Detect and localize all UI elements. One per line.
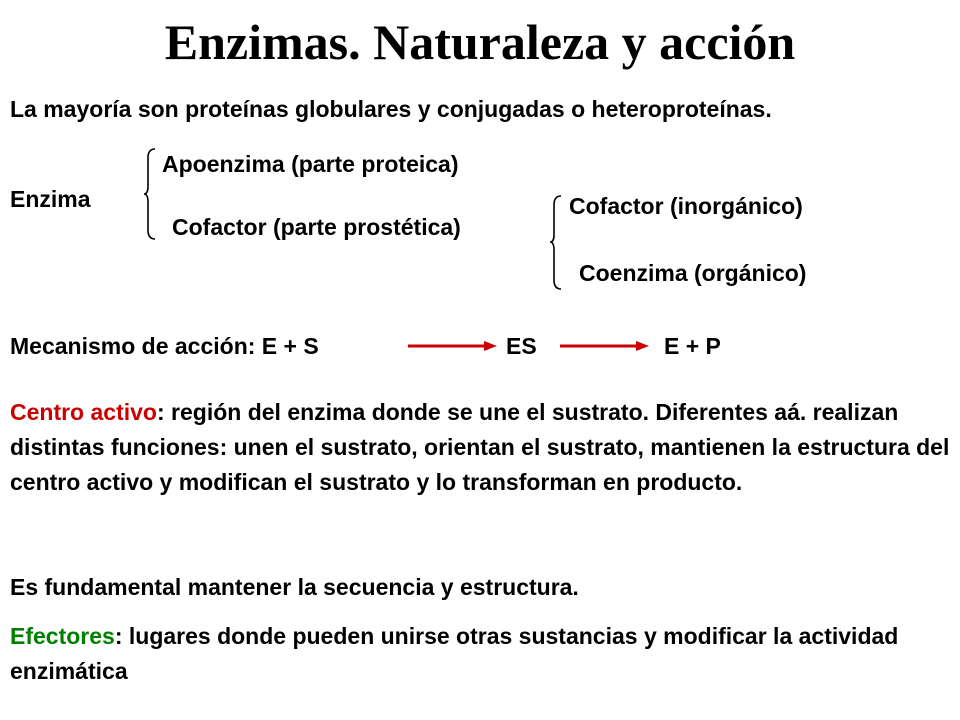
intro-text: La mayoría son proteínas globulares y conjugadas o heteroproteínas. [10,96,772,122]
fundamental-text: Es fundamental mantener la secuencia y estructura. [10,574,579,600]
centro-activo-text: : región del enzima donde se une el sustrato. Diferentes aá. realizan distintas funciones: unen el sustrato, orientan el sustrato, mantienen la estructura del centro activo y modifican el sustrato y lo transforman en producto. [10,399,950,495]
efectores-paragraph [10,619,950,689]
product-ep: E + P [664,333,721,359]
arrow-right-icon [408,338,498,354]
slide-title: Enzimas. Naturaleza y acción [164,14,796,70]
centro-activo-term: Centro activo [10,399,157,425]
enzima-label: Enzima [10,186,91,212]
cofactor-text: Cofactor (parte prostética) [172,214,461,240]
cofactor-inorganico-text: Cofactor (inorgánico) [569,193,803,219]
apoenzima-text: Apoenzima (parte proteica) [162,151,459,177]
intermediate-es: ES [506,333,537,359]
efectores-text: : lugares donde pueden unirse otras sustancias y modificar la actividad enzimática [10,623,899,684]
efectores-term: Efectores [10,623,115,649]
mecanismo-label: Mecanismo de acción: E + S [10,333,319,359]
brace-cofactor-icon [549,195,563,290]
arrow-right-icon [560,338,650,354]
centro-activo-paragraph [10,395,950,500]
brace-enzima-icon [143,148,157,240]
coenzima-text: Coenzima (orgánico) [579,260,807,286]
